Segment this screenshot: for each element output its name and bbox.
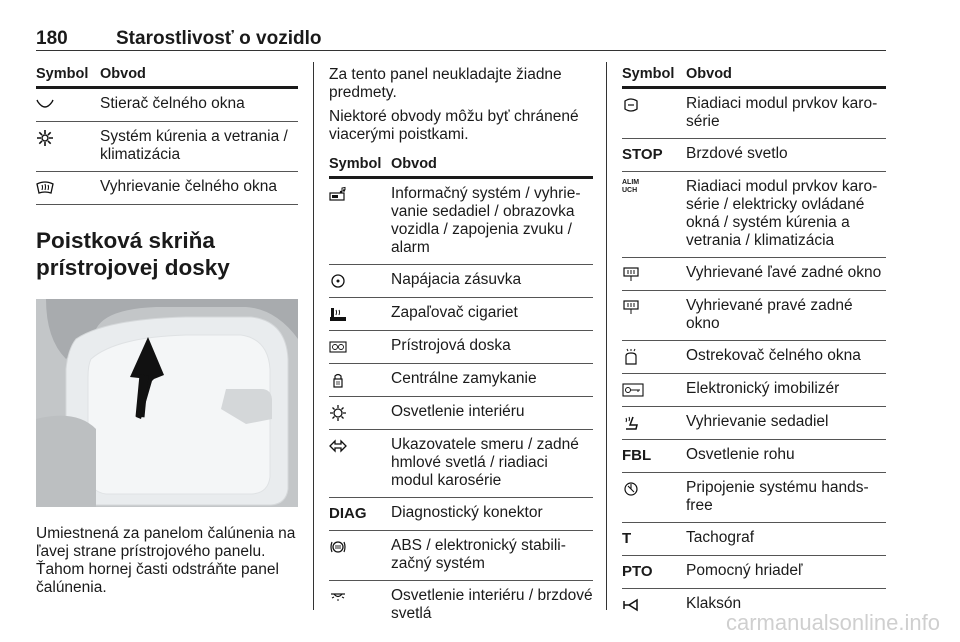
rear-window-heat-left-icon	[622, 264, 686, 283]
location-paragraph: Umiestnená za panelom čalúnenia na ľavej strane prístrojového panelu. Ťahom hornej časti odstráňte panel čalúnenia.	[36, 525, 296, 596]
table-row	[329, 298, 593, 331]
row-label: Stierač čelného okna	[100, 95, 245, 112]
table-row	[329, 430, 593, 498]
page-number: 180	[36, 28, 68, 49]
symbol-header: Symbol	[329, 156, 382, 172]
table-row	[329, 179, 593, 265]
pto-symbol: PTO	[622, 563, 653, 580]
row-label: Osvetlenie interiéru	[391, 403, 525, 420]
table-row	[36, 122, 298, 172]
row-label: Riadiaci modul prvkov karo- série / elektricky ovládané okná / systém kúrenia a vetrania / klimatizácia	[686, 178, 878, 249]
circuit-header: Obvod	[391, 156, 437, 172]
instrument-panel-icon	[329, 337, 391, 356]
column-3	[622, 66, 886, 621]
table-row	[329, 581, 593, 630]
abs-icon	[329, 537, 391, 573]
table-row	[622, 291, 886, 341]
table-row	[622, 172, 886, 258]
column-divider	[606, 62, 607, 610]
row-label: Ukazovatele smeru / zadné hmlové svetlá / riadiaci modul karosérie	[391, 436, 579, 489]
row-label: Vyhrievanie sedadiel	[686, 413, 829, 430]
windshield-heat-icon	[36, 178, 100, 197]
row-label: Diagnostický konektor	[391, 504, 543, 521]
cigarette-lighter-icon	[329, 304, 391, 323]
fan-icon	[36, 128, 100, 164]
row-label: Ostrekovač čelného okna	[686, 347, 861, 364]
turn-signal-icon	[329, 436, 391, 490]
row-label: Vyhrievané ľavé zadné okno	[686, 264, 882, 281]
section-heading: Poistková skriňa prístrojovej dosky	[36, 228, 230, 280]
table-row	[329, 397, 593, 430]
table-row	[329, 498, 593, 531]
page-header	[36, 24, 886, 51]
row-label: Vyhrievané pravé zadné okno	[686, 297, 853, 332]
table-row	[622, 407, 886, 440]
symbol-header: Symbol	[622, 66, 675, 82]
table-row	[622, 139, 886, 172]
seat-heat-icon	[622, 413, 686, 432]
fusebox-panel-photo	[36, 299, 298, 507]
circuit-header: Obvod	[100, 66, 146, 82]
row-label: Zapaľovač cigariet	[391, 304, 518, 321]
table-header	[329, 156, 593, 179]
column-2	[329, 66, 593, 630]
row-label: Informačný systém / vyhrie- vanie sedadiel / obrazovka vozidla / zapojenia zvuku / alarm	[391, 185, 581, 256]
radio-icon	[329, 185, 391, 257]
row-label: Klaksón	[686, 595, 742, 612]
rear-window-heat-right-icon	[622, 297, 686, 333]
column-divider	[313, 62, 314, 610]
row-label: Osvetlenie interiéru / brzdové svetlá	[391, 587, 593, 622]
intro-paragraph: Niektoré obvody môžu byť chránené viacerými poistkami.	[329, 108, 579, 143]
diag-symbol: DIAG	[329, 505, 367, 522]
symbol-header: Symbol	[36, 66, 89, 82]
table-row	[622, 341, 886, 374]
table-header	[36, 66, 298, 89]
table-row	[329, 265, 593, 298]
watermark: carmanualsonline.info	[725, 610, 940, 635]
handsfree-icon	[622, 479, 686, 515]
row-label: Brzdové svetlo	[686, 145, 788, 162]
row-label: ABS / elektronický stabili- začný systém	[391, 537, 566, 572]
table-row	[329, 331, 593, 364]
row-label: Tachograf	[686, 529, 755, 546]
horn-icon	[622, 595, 686, 614]
washer-icon	[622, 347, 686, 366]
table-row	[36, 172, 298, 205]
table-row	[329, 364, 593, 397]
immobilizer-key-icon	[622, 380, 686, 399]
row-label: Prístrojová doska	[391, 337, 511, 354]
table-row	[622, 556, 886, 589]
row-label: Osvetlenie rohu	[686, 446, 795, 463]
uch-symbol-line: UCH	[622, 187, 638, 194]
table-row	[622, 258, 886, 291]
page-title: Starostlivosť o vozidlo	[116, 28, 322, 49]
fbl-symbol: FBL	[622, 447, 652, 464]
row-label: Pomocný hriadeľ	[686, 562, 803, 579]
wiper-icon	[36, 95, 100, 114]
row-label: Centrálne zamykanie	[391, 370, 537, 387]
table-row	[622, 89, 886, 139]
table-row	[36, 89, 298, 122]
body-control-icon	[622, 95, 686, 131]
circuit-header: Obvod	[686, 66, 732, 82]
alim-symbol-line: ALIM	[622, 179, 640, 186]
column-1	[36, 66, 298, 597]
stop-symbol: STOP	[622, 146, 663, 163]
power-socket-icon	[329, 271, 391, 290]
central-lock-icon	[329, 370, 391, 389]
table-row	[622, 523, 886, 556]
row-label: Pripojenie systému hands- free	[686, 479, 869, 514]
alim-uch-symbol	[622, 178, 686, 250]
dome-light-icon	[329, 587, 391, 623]
interior-light-icon	[329, 403, 391, 422]
table-row	[622, 473, 886, 523]
row-label: Systém kúrenia a vetrania / klimatizácia	[100, 128, 288, 163]
table-row	[622, 374, 886, 407]
table-header	[622, 66, 886, 89]
row-label: Elektronický imobilizér	[686, 380, 840, 397]
row-label: Napájacia zásuvka	[391, 271, 522, 288]
row-label: Riadiaci modul prvkov karo- série	[686, 95, 878, 130]
intro-paragraph: Za tento panel neukladajte žiadne predmety.	[329, 66, 562, 101]
tachograph-symbol: T	[622, 530, 632, 547]
row-label: Vyhrievanie čelného okna	[100, 178, 277, 195]
table-row	[329, 531, 593, 581]
table-row	[622, 440, 886, 473]
